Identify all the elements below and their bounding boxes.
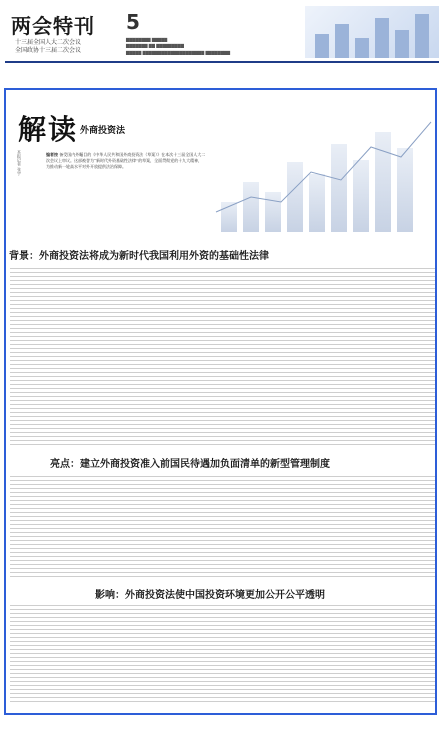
article-subtitle: 外商投资法 bbox=[80, 126, 126, 136]
article-byline: 本报记者 张宇 bbox=[17, 150, 22, 176]
section-heading-background: 背景：外商投资法将成为新时代我国利用外资的基础性法律 bbox=[9, 251, 269, 262]
masthead-illustration bbox=[305, 6, 439, 58]
masthead bbox=[5, 6, 439, 60]
intro-text: 备受国内外瞩目的《中华人民共和国外商投资法（草案）》在本次十三届全国人大二次会议上审议。这部被誉为“新时代外资基础性法律”的草案，全面贯彻党的十九大精神，为推动新一轮高水平对外开放提供法治保障。 bbox=[46, 152, 206, 169]
masthead-meta-line: ▇▇▇▇▇ ▇▇▇▇▇▇▇▇▇▇▇▇▇▇▇▇▇▇▇▇ ▇▇▇▇▇▇▇▇ bbox=[126, 50, 231, 55]
article-title: 解读 bbox=[18, 113, 79, 146]
section-heading-highlights: 亮点：建立外商投资准入前国民待遇加负面清单的新型管理制度 bbox=[50, 459, 330, 470]
body-text-block-1 bbox=[10, 268, 435, 448]
masthead-title: 两会特刊 bbox=[11, 14, 95, 38]
article-intro bbox=[46, 152, 206, 170]
section-heading-impact: 影响：外商投资法使中国投资环境更加公开公平透明 bbox=[95, 590, 325, 601]
masthead-subtitle-npc: 十三届全国人大二次会议 bbox=[15, 39, 82, 46]
masthead-rule bbox=[5, 61, 439, 63]
masthead-meta-line: ▇▇▇▇▇▇▇▇ ▇▇▇▇▇ bbox=[126, 37, 168, 42]
intro-label: 编者按 bbox=[46, 152, 58, 157]
masthead-meta-line: ▇▇▇▇▇▇▇ ▇▇ ▇▇▇▇▇▇▇▇▇ bbox=[126, 43, 184, 48]
article-header bbox=[6, 92, 436, 242]
trend-line-graphic bbox=[211, 102, 436, 232]
article-illustration bbox=[211, 102, 436, 232]
masthead-subtitle-cppcc: 全国政协十三届二次会议 bbox=[15, 47, 82, 54]
body-text-block-3 bbox=[10, 605, 435, 705]
page-number: 5 bbox=[126, 10, 140, 34]
body-text-block-2 bbox=[10, 476, 435, 580]
